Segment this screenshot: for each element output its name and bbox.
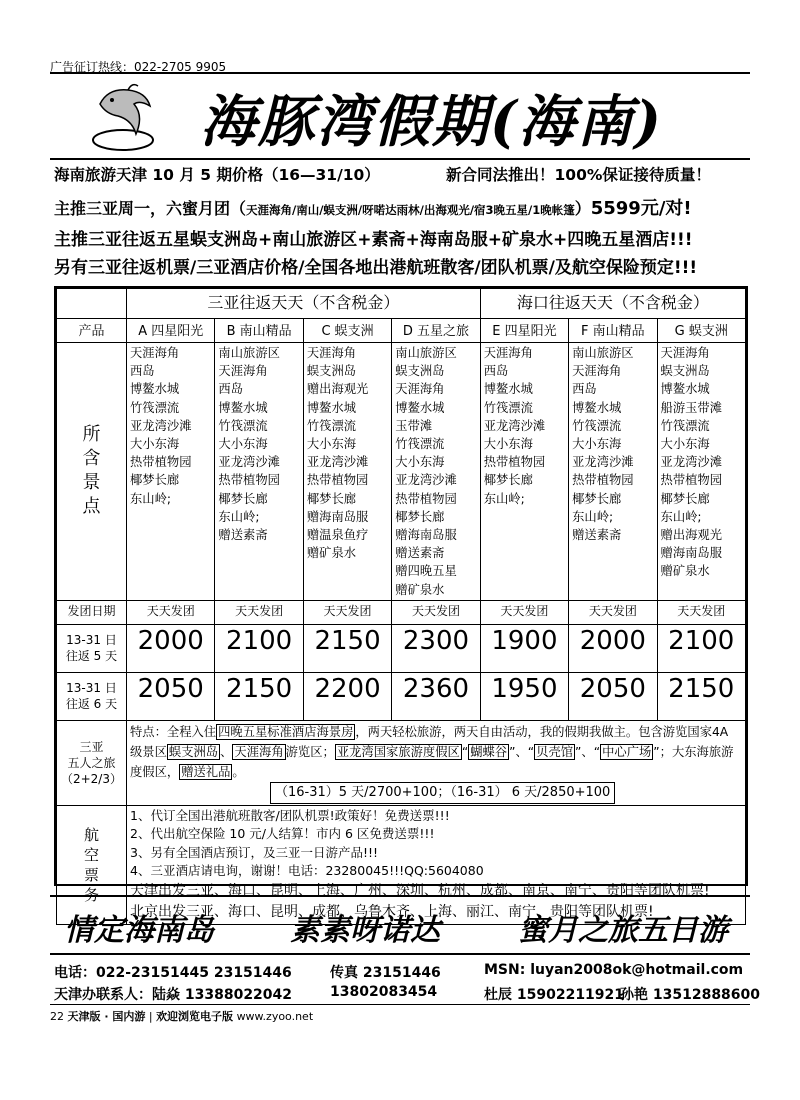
product-f: F 南山精品: [569, 319, 657, 343]
spots-a: 天涯海角 西岛 博鳌水城 竹筏漂流 亚龙湾沙滩 大小东海 热带植物园 椰梦长廊 东山岭;: [127, 343, 215, 601]
price-6day-c: 2200: [303, 672, 391, 720]
headline-honeymoon: [54, 194, 692, 220]
price-6day-a: 2050: [127, 672, 215, 720]
tour-text-1: 特点：全程入住: [130, 724, 217, 739]
tour-label: 三亚 五人之旅 （2+2/3）: [57, 720, 127, 805]
departure-cell: 天天发团: [127, 600, 215, 624]
price-6day-b: 2150: [215, 672, 303, 720]
spots-d: 南山旅游区 蜈支洲岛 天涯海角 博鳌水城 玉带滩 竹筏漂流 大小东海 亚龙湾沙滩 热带植物园 椰梦长廊 赠海南岛服 赠送素斋 赠四晚五星 赠矿泉水: [392, 343, 480, 601]
group-haikou: 海口往返天天（不含税金）: [480, 289, 745, 319]
tour-text-4: 游览区；: [285, 744, 335, 759]
tour-text-6: ”、“: [509, 744, 535, 759]
contact-sun: 孙艳 13512888600: [620, 987, 761, 1003]
spots-c: 天涯海角 蜈支洲岛 赠出海观光 博鳌水城 竹筏漂流 大小东海 亚龙湾沙滩 热带植物园 椰梦长廊 赠海南岛服 赠温泉鱼疗 赠矿泉水: [303, 343, 391, 601]
price-6day-g: 2150: [657, 672, 745, 720]
spots-f: 南山旅游区 天涯海角 西岛 博鳌水城 竹筏漂流 大小东海 亚龙湾沙滩 热带植物园 椰梦长廊 东山岭; 赠送素斋: [569, 343, 657, 601]
honeymoon-price: 5599元/对!: [590, 198, 692, 219]
spots-e: 天涯海角 西岛 博鳌水城 竹筏漂流 亚龙湾沙滩 大小东海 热带植物园 椰梦长廊 东山岭;: [480, 343, 568, 601]
departure-cell: 天天发团: [215, 600, 303, 624]
departure-label: 发团日期: [57, 600, 127, 624]
price-5day-d: 2300: [392, 624, 480, 672]
honeymoon-main: 主推三亚周一，六蜜月团（: [54, 199, 247, 218]
air-item: 1、代订全国出港航班散客/团队机票!政策好！免费送票!!!: [130, 807, 450, 823]
tour-text-2: ，两天轻松旅游，两天自由活动，我的假期我做主。包含游览国家4A 级景区: [130, 724, 729, 759]
slogan-banner: [50, 895, 750, 955]
price-5day-g: 2100: [657, 624, 745, 672]
product-d: D 五星之旅: [392, 319, 480, 343]
spots-label-text: 所 含 景 点: [82, 424, 101, 518]
contact-mobile: 13802083454: [330, 984, 438, 1000]
air-item: 3、另有全国酒店预订，及三亚一日游产品!!!: [130, 844, 378, 860]
row-6day-label: 13-31 日 往返 6 天: [57, 672, 127, 720]
row-5day-label: 13-31 日 往返 5 天: [57, 624, 127, 672]
headline-guarantee: 新合同法推出！100%保证接待质量！: [446, 166, 711, 184]
footer: [50, 1008, 313, 1024]
air-tianjin: 天津出发三亚、海口、昆明、上海、广州、深圳、杭州、成都、南京、南宁、贵阳等团队机票!: [130, 882, 710, 899]
tour-text-9: 。: [232, 764, 245, 779]
air-label: 航 空 票 务: [57, 805, 127, 924]
tour-plaza: 中心广场: [602, 744, 652, 759]
price-table-box: [54, 286, 748, 920]
masthead: [50, 72, 750, 160]
spots-b: 南山旅游区 天涯海角 西岛 博鳌水城 竹筏漂流 大小东海 亚龙湾沙滩 热带植物园 椰梦长廊 东山岭; 赠送素斋: [215, 343, 303, 601]
product-label: 产品: [57, 319, 127, 343]
headline-price-period: 海南旅游天津 10 月 5 期价格（16—31/10）: [54, 166, 380, 184]
price-5day-f: 2000: [569, 624, 657, 672]
honeymoon-detail: 天涯海角/南山/蜈支洲/呀喏达雨林/出海观光/宿3晚五星/1晚帐篷: [246, 203, 575, 217]
price-6day-d: 2360: [392, 672, 480, 720]
footer-welcome: 欢迎浏览电子版: [156, 1010, 234, 1023]
headline-other-services: 另有三亚往返机票/三亚酒店价格/全国各地出港航班散客/团队机票/及航空保险预定!!!: [54, 258, 698, 278]
contact-du: 杜辰 15902211921: [484, 987, 625, 1003]
product-c: C 蜈支洲: [303, 319, 391, 343]
footer-url[interactable]: www.zyoo.net: [236, 1010, 314, 1023]
headline-sanya-promo: 主推三亚往返五星蜈支洲岛+南山旅游区+素斋+海南岛服+矿泉水+四晚五星酒店!!!: [54, 230, 693, 250]
tour-text-3: 、: [220, 744, 233, 759]
air-item: 2、代出航空保险 10 元/人结算！市内 6 区免费送票!!!: [130, 826, 435, 842]
tour-hotel: 四晚五星标准酒店海景房: [218, 724, 354, 739]
slogan-2: 素素呀诺达: [290, 913, 440, 948]
price-5day-e: 1900: [480, 624, 568, 672]
page-number: 22: [50, 1010, 64, 1023]
tour-text-5: “: [461, 744, 469, 759]
tour-tianya: 天涯海角: [234, 744, 284, 759]
air-item: 4、三亚酒店请电询，谢谢！电话：23280045!!!QQ:5604080: [130, 863, 484, 879]
contact-phone: 电话：022-23151445 23151446: [54, 965, 292, 981]
tour-butterfly: 蝴蝶谷: [470, 744, 508, 759]
tour-description: [127, 720, 746, 805]
contact-fax: 传真 23151446: [330, 965, 441, 981]
air-list: [130, 807, 742, 881]
ad-hotline: 广告征订热线：022-2705 9905: [50, 60, 227, 74]
price-6day-f: 2050: [569, 672, 657, 720]
contact-tianjin: 天津办联系人：陆焱 13388022042: [54, 987, 293, 1003]
slogan-3: 蜜月之旅五日游: [518, 913, 728, 948]
tour-shell: 贝壳馆: [536, 744, 574, 759]
honeymoon-close: ）: [574, 199, 591, 218]
tour-text-8: ”；大东海旅游度假区，: [130, 744, 734, 779]
departure-cell: 天天发团: [480, 600, 568, 624]
product-g: G 蜈支洲: [657, 319, 745, 343]
price-5day-b: 2100: [215, 624, 303, 672]
tour-text-7: ”、“: [575, 744, 601, 759]
price-5day-a: 2000: [127, 624, 215, 672]
departure-cell: 天天发团: [657, 600, 745, 624]
slogan-1: 情定海南岛: [64, 913, 214, 948]
corner-cell: [57, 289, 127, 319]
price-5day-c: 2150: [303, 624, 391, 672]
departure-cell: 天天发团: [569, 600, 657, 624]
dolphin-logo-icon: [88, 82, 158, 154]
footer-section: 天津版 · 国内游: [67, 1010, 146, 1023]
departure-cell: 天天发团: [303, 600, 391, 624]
product-e: E 四星阳光: [480, 319, 568, 343]
air-beijing: 北京出发三亚、海口、昆明、成都、乌鲁木齐、上海、丽江、南宁、贵阳等团队机票!: [130, 903, 654, 920]
contact-msn: MSN: luyan2008ok@hotmail.com: [484, 962, 744, 978]
price-6day-e: 1950: [480, 672, 568, 720]
spots-g: 天涯海角 蜈支洲岛 博鳌水城 船游玉带滩 竹筏漂流 大小东海 亚龙湾沙滩 热带植物园 椰梦长廊 东山岭; 赠出海观光 赠海南岛服 赠矿泉水: [657, 343, 745, 601]
footer-sep: |: [148, 1010, 153, 1023]
tour-price: （16-31）5 天/2700+100；（16-31） 6 天/2850+100: [270, 782, 615, 804]
tour-yalongwan: 亚龙湾国家旅游度假区: [336, 744, 460, 759]
departure-cell: 天天发团: [392, 600, 480, 624]
price-table: [56, 288, 746, 925]
tour-gift: 赠送礼品: [181, 764, 231, 779]
brand-title: 海豚湾假期(海南): [200, 89, 663, 155]
footer-rule: [50, 1004, 750, 1005]
product-b: B 南山精品: [215, 319, 303, 343]
group-sanya: 三亚往返天天（不含税金）: [127, 289, 481, 319]
product-a: A 四星阳光: [127, 319, 215, 343]
tour-wuzhizhou: 蜈支洲岛: [168, 744, 219, 759]
spots-label: [57, 343, 127, 601]
